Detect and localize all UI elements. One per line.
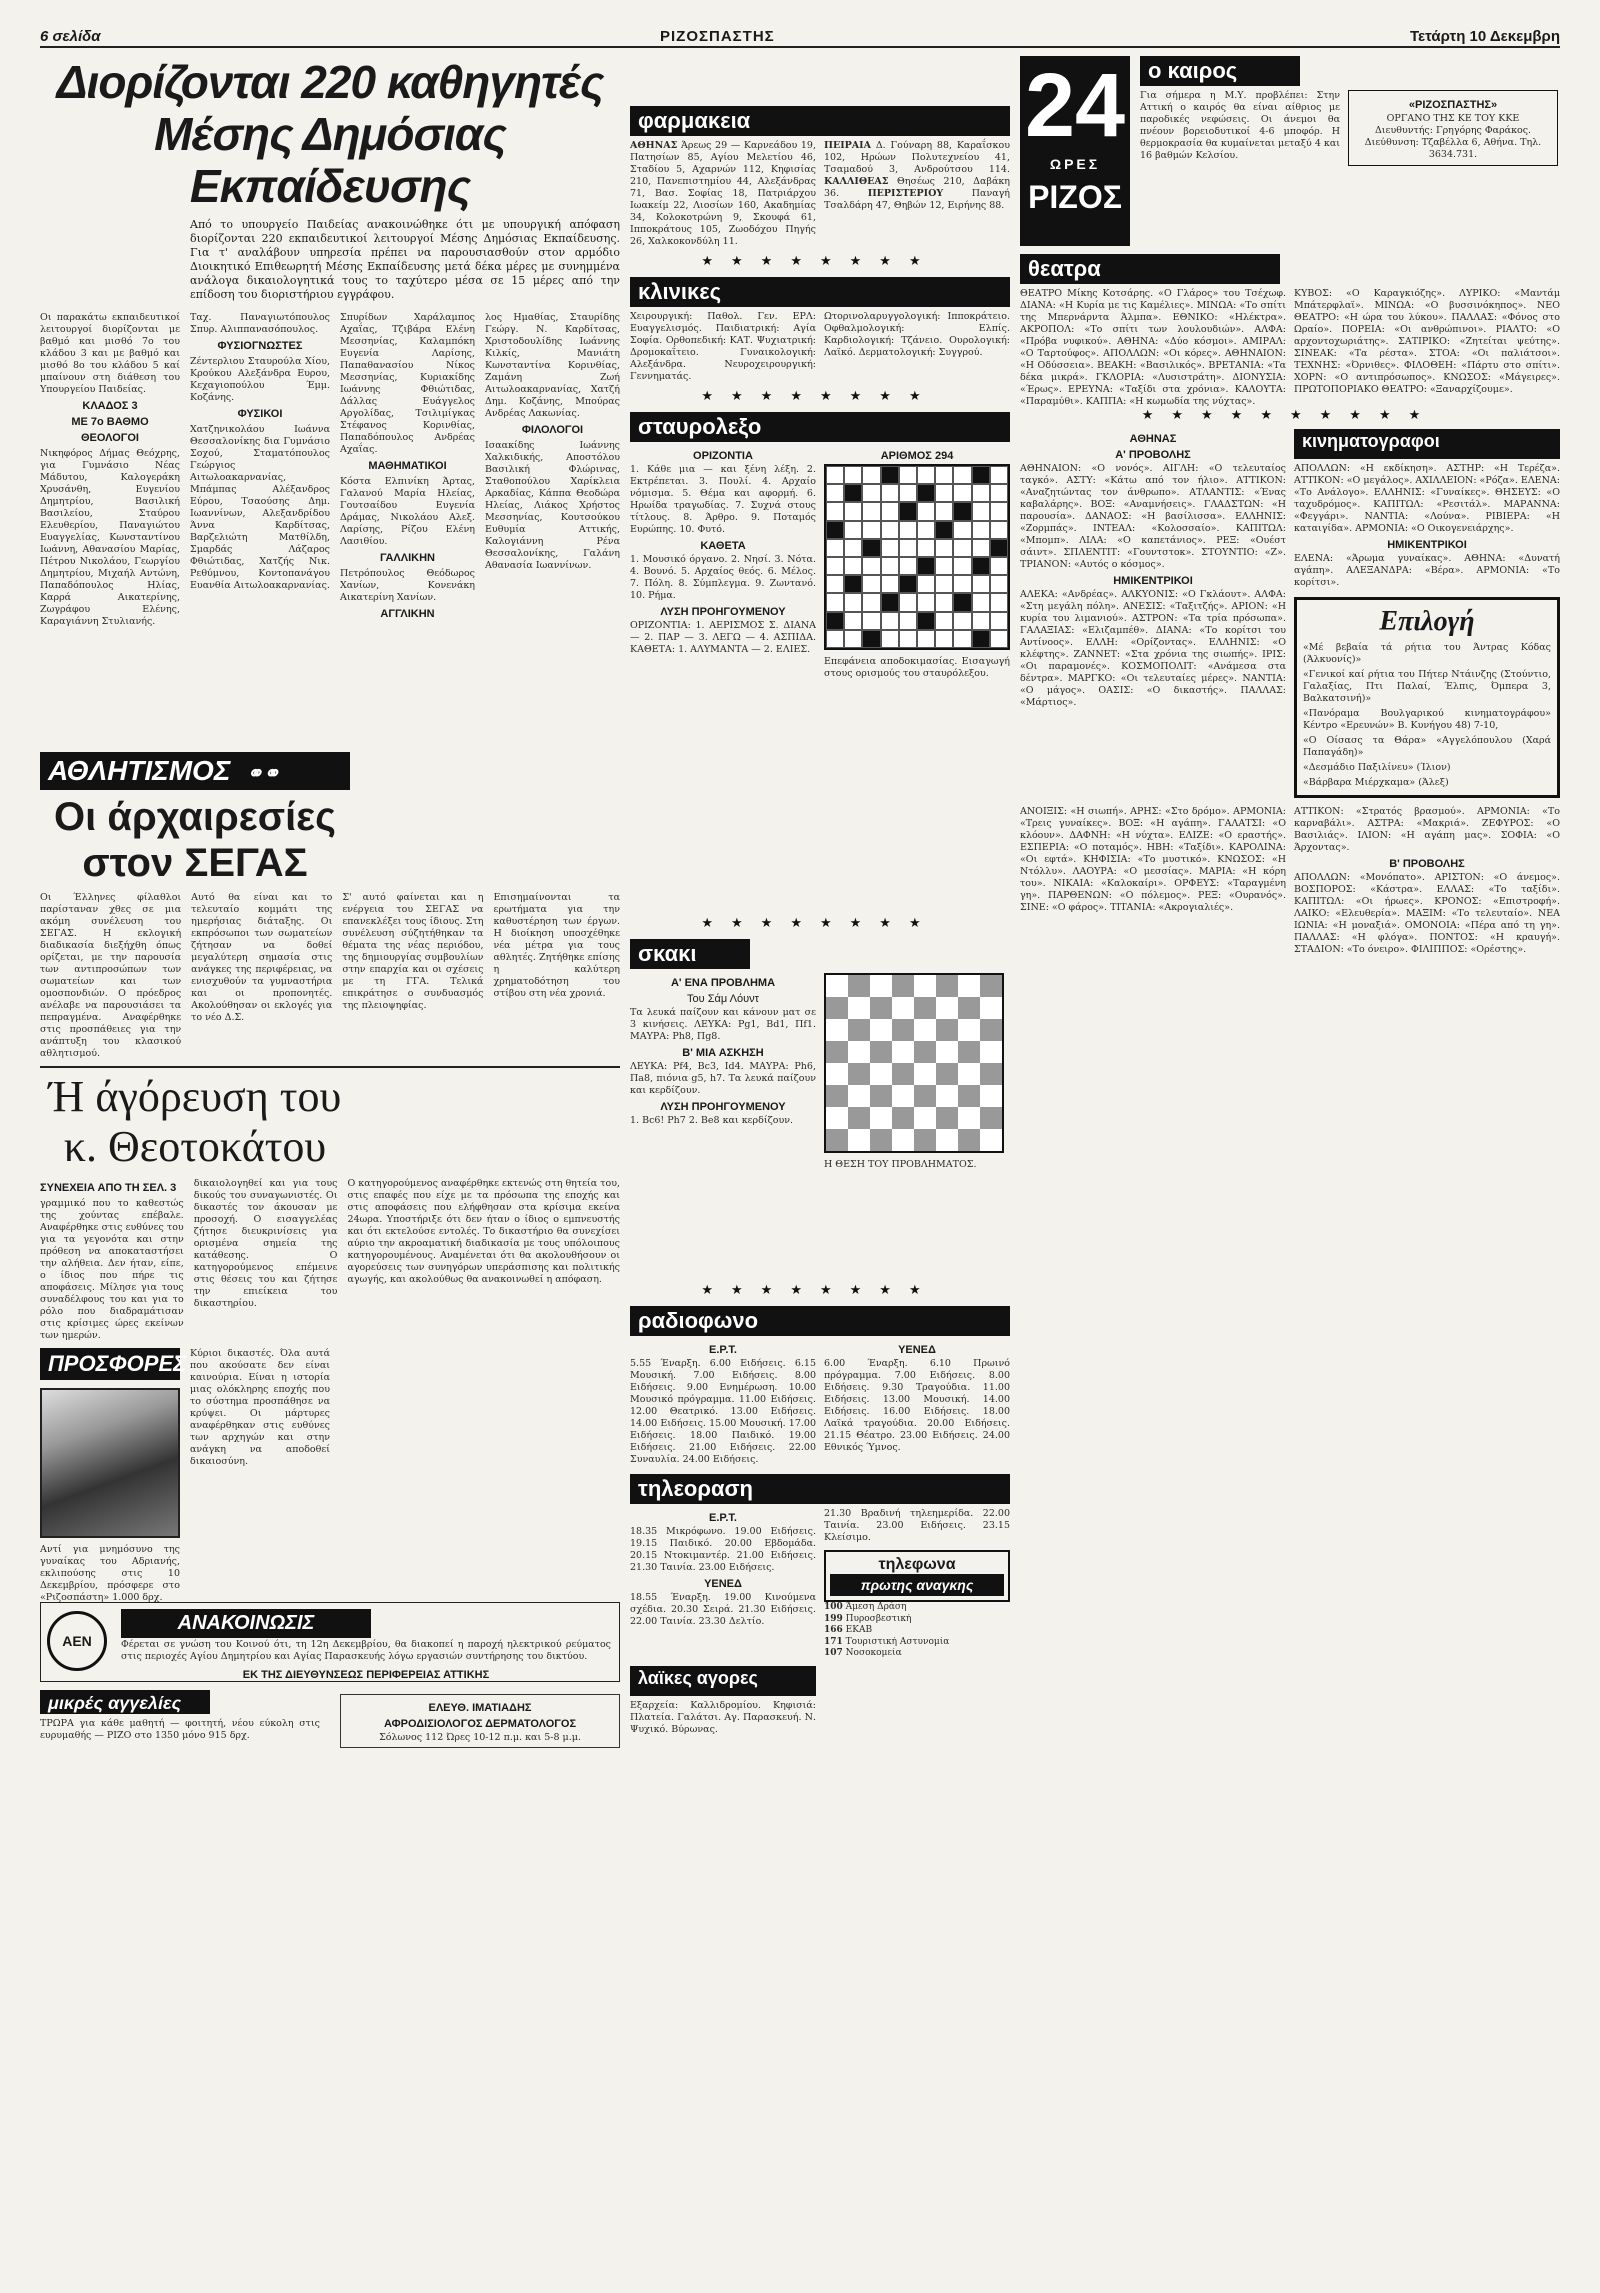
hours24-box: [1020, 56, 1130, 246]
paper-info-title: «ΡΙΖΟΣΠΑΣΤΗΣ»: [1408, 99, 1498, 111]
weather-text: Για σήμερα η Μ.Υ. προβλέπει: Στην Αττική ο καιρός θα είναι αίθριος με παροδικές νεφώσεις. Οι άνεμοι θα πνέουν βορειοδυτικοί 4-6 μποφόρ. Η θερμοκρασία θα κυμαίνεται μεταξύ 4 και 16 βαθμών Κελσίου.: [1140, 90, 1340, 161]
sports-section: ΑΘΛΗΤΙΣΜΟΣ ⚭⚭ Οι άρχαιρεσίες στον ΣΕΓΑΣ Οι Έλληνες φίλαθλοι παρίσταναν χθες σε μια ακόμη συνέλευση του ΣΕΓΑΣ. Η εκλογική διαδικασία διεξήχθη όπως ορίζεται, με την παρουσία των αντιπροσώπων των σωματείων και των ομοσπονδιών. Ο πρόεδρος ανέλαβε να παρουσιάσει τα πεπραγμένα. Αναφέρθηκε στις προσπάθειες για την ανάπτυξη του κλασικού αθλητισμού. Αυτό θα είναι και το τελευταίο κομμάτι της ημερήσιας διάταξης. Οι εκπρόσωποι των σωματείων ζήτησαν να δοθεί μεγαλύτερη σημασία στις ανάγκες της περιφέρειας, να ενισχυθούν τα γυμναστήρια και οι προπονητές. Ακολούθησαν οι εκλογές για το νέο Δ.Σ. Σ' αυτό φαίνεται και η ενέργεια του ΣΕΓΑΣ να επανεκλέξει τους ίδιους. Στη συνέλευση σύζητήθηκαν τα θέματα της νέας περιόδου, της δημιουργίας συμβουλίων στην επαρχία και οι σχέσεις με τη ΓΓΑ. Τελικά επικράτησε ο συνδυασμός της πλειοψηφίας. Επισημαίνονται τα ερωτήματα για την καθυστέρηση των έργων. Η διοίκηση υποσχέθηκε νέα μέτρα για τους αθλητές. Ζητήθηκε επίσης η καλύτερη χρηματοδότηση του στίβου στη νέα χρονιά.: [40, 752, 620, 1060]
lead-headline-line-1: Διορίζονται 220 καθηγητές: [56, 56, 604, 108]
weather-bar: ο καιρος: [1140, 56, 1300, 86]
sub-vathmos-7: ΜΕ 7ο ΒΑΘΜΟ: [71, 416, 149, 428]
chess-bar: σκακι: [630, 939, 750, 969]
radio-station-2: ΥΕΝΕΔ: [898, 1344, 936, 1356]
portrait-photo: [40, 1388, 180, 1538]
pharmacies-piraeus: ΠΕΙΡΑΙΑ: [824, 140, 871, 151]
column-left: [40, 56, 620, 1770]
divider-stars-3: ★★★★★★★★: [701, 916, 939, 931]
radio-station-1: Ε.Ρ.Τ.: [709, 1344, 737, 1356]
speech-section: Ή άγόρευση του κ. Θεοτοκάτου ΣΥΝΕΧΕΙΑ ΑΠΟ ΤΗ ΣΕΛ. 3 γραμμικό που το καθεστώς της χούντας επέβαλε. Αναφέρθηκε στις ευθύνες του για τα γεγονότα και στην πρόθεση να αποκαταστήσει την αλήθεια. Δεν ήταν, είπε, ο ίδιος που πήρε τις αποφάσεις. Μίλησε για τους συναδέλφους του και για το ρόλο που διαδραμάτισαν στις κρίσιμες ώρες εκείνων των ημερών. δικαιολογηθεί και για τους δικούς του συναγωνιστές. Οι δικαστές τον άκουσαν με προσοχή. Ο εισαγγελέας ζήτησε διευκρινίσεις για ορισμένα σημεία της κατάθεσης. Ο κατηγορούμενος επέμεινε στις θέσεις του και ζήτησε την επιείκεια του δικαστηρίου. Ο κατηγορούμενος αναφέρθηκε εκτενώς στη θητεία του, στις επαφές που είχε με τα πρόσωπα της εποχής και στις αποφάσεις που ελήφθησαν στα κρίσιμα εκείνα 24ωρα. Υποστήριξε ότι δεν ήταν ο ίδιος ο εμπνευστής και ότι εκτελούσε εντολές. Το δικαστήριο θα συνεχίσει αύριο την ακροαματική διαδικασία με τους υπόλοιπους κατηγορουμένους. Αναμένεται ότι θα ακολουθήσουν οι αγορεύσεις των συνηγόρων υπεράσπισης και πολιτικής αγωγής, και ακολούθως θα ανακοινωθεί η απόφαση.: [40, 1066, 620, 1342]
paper-name: ΡΙΖΟΣΠΑΣΤΗΣ: [660, 28, 775, 45]
second-run-cinemas: ΑΝΟΙΞΙΣ: «Η σιωπή». ΑΡΗΣ: «Στο δρόμο». ΑΡΜΟΝΙΑ: «Τρεις γυναίκες». ΒΟΞ: «Η αγάπη». ΓΑΛΑΤΣΙ: «Ο κλόουν». ΔΑΦΝΗ: «Η νύχτα». ΕΛΙΖΕ: «Ο εραστής». ΕΣΠΕΡΙΑ: «Ο ποταμός». ΗΒΗ: «Ταξίδι». ΚΑΡΟΛΙΝΑ: «Οι εφτά». ΚΗΦΙΣΙΑ: «Το μυστικό». ΚΝΩΣΟΣ: «Η Ντόλλυ». ΛΑΟΥΡΑ: «Ο μεσσίας». ΜΑΡΙΑ: «Η κόρη του». ΝΙΚΑΙΑ: «Καλοκαίρι». ΟΡΦΕΥΣ: «Ταραγμένη γη». ΠΑΡΘΕΝΩΝ: «Ο πόλεμος». ΡΕΞ: «Ουρανός». ΣΙΝΕ: «Ο φάρος». ΤΙΤΑΝΙΑ: «Ακρογιαλιές». ΑΤΤΙΚΟΝ: «Στρατός βρασμού». ΑΡΜΟΝΙΑ: «Το καρναβάλι». ΑΣΤΡΑ: «Μακριά». ΖΕΦΥΡΟΣ: «Ο Βασιλιάς». ΙΛΙΟΝ: «Η αγάπη μας». ΣΟΦΙΑ: «Ο Άρχοντας». Β' ΠΡΟΒΟΛΗΣ ΑΠΟΛΛΩΝ: «Μονόπατο». ΑΡΙΣΤΟΝ: «Ο άνεμος». ΒΟΣΠΟΡΟΣ: «Κάστρα». ΕΛΛΑΣ: «Το ταξίδι». ΚΑΠΙΤΩΛ: «Οι ήρωες». ΚΡΟΝΟΣ: «Επιστροφή». ΛΑΙΚΟ: «Ελευθερία». ΜΑΞΙΜ: «Το τελευταίο». ΝΕΑ ΙΩΝΙΑ: «Η μοναξιά». ΟΜΟΝΟΙΑ: «Πέρα από τη γη». ΠΑΛΛΑΣ: «Η φλόγα». ΠΟΝΤΟΣ: «Η κραυγή». ΣΤΑΔΙΟΝ: «Το όνειρο». ΦΙΛΙΠΠΟΣ: «Ορέστης».: [1020, 806, 1560, 955]
crossword-down-label: ΚΑΘΕΤΑ: [700, 540, 746, 552]
markets-bar: λαϊκες αγορες: [630, 1666, 816, 1696]
tributes-section: ΠΡΟΣΦΟΡΕΣ Αντί για μνημόσυνο της γυναίκας του Αδριανής, εκλιπούσης στις 10 Δεκεμβρίου, πρόσφερε στο «Ριζοσπάστη» 1.000 δρχ. Κύριοι δικαστές. Όλα αυτά που ακούσατε δεν είναι καινούρια. Είναι η ιστορία μιας ολόκληρης εποχής που το σύστημα προσπάθησε να κρύψει. Οι μάρτυρες αναφέρθηκαν στις ευθύνες των αρχηγών και στην ανάγκη να αποδοθεί δικαιοσύνη.: [40, 1348, 330, 1603]
athens-cinemas: ΑΘΗΝΑΣ Α' ΠΡΟΒΟΛΗΣ ΑΘΗΝΑΙΟΝ: «Ο νονός». ΑΙΓΛΗ: «Ο τελευταίος ταγκό». ΑΣΤΥ: «Κάτω από τον ήλιο». ΑΤΤΙΚΟΝ: «Αναζητώντας τον άνθρωπο». ΑΤΛΑΝΤΙΣ: «Ένας καβαλάρης». ΒΟΞ: «Αναμνήσεις». ΓΛΑΔΣΤΩΝ: «Η παρουσία». ΔΑΝΑΟΣ: «Η βασίλισσα». ΕΛΛΗΝΙΣ: «Ζορμπάς». ΙΝΤΕΑΛ: «Κολοσσαίο». ΚΑΠΙΤΩΛ: «Μπομπ». ΛΙΛΑ: «Ο καπετάνιος». ΡΕΞ: «Ουέστ σάιντ». ΣΠΛΕΝΤΙΤ: «Γουντστοκ». ΣΤΟΥΝΤΙΟ: «Ζ». ΤΡΙΑΝΟΝ: «Αυτός ο κόσμος». ΗΜΙΚΕΝΤΡΙΚΟΙ ΑΛΕΚΑ: «Ανδρέας». ΑΛΚΥΟΝΙΣ: «Ο Γκλάουτ». ΑΛΦΑ: «Στη μεγάλη πόλη». ΑΝΕΣΙΣ: «Ταξιτζής». ΑΡΙΟΝ: «Η κυρία του λιμανιού». ΑΣΤΡΟΝ: «Τα τρία πρόσωπα». ΓΑΛΑΞΙΑΣ: «Ελιζαμπέθ». ΔΙΑΝΑ: «Το κορίτσι του Αντίνοος». ΕΛΛΗ: «Ορίζοντας». ΕΛΛΗΝΙΣ: «Ο κλέφτης». ΖΑΝΝΕΤ: «Στα χρόνια της σιωπής». ΙΡΙΣ: «Οι παραμονές». ΚΟΣΜΟΠΟΛΙΤ: «Ανάμεσα στα δέντρα». ΜΑΡΓΚΟ: «Οι τελευταίες μέρες». ΝΑΝΤΙΑ: «Ο μάγος». ΟΑΣΙΣ: «Ο δικαστής». ΠΑΛΛΑΣ: «Μάρτιος». κινηματογραφοι ΑΠΟΛΛΩΝ: «Η εκδίκηση». ΑΣΤΗΡ: «Η Τερέζα». ΑΤΤΙΚΟΝ: «Ο μεγάλος». ΑΧΙΛΛΕΙΟΝ: «Ρόζα». ΕΛΕΝΑ: «Το Ανάλογο». ΕΛΛΗΝΙΣ: «Γυναίκες». ΘΗΣΕΥΣ: «Ο ταχυδρόμος». ΚΑΠΙΤΩΛ: «Ρεσιτάλ». ΜΑΡΑΝΝΑ: «Φεγγάρι». ΝΑΝΤΙΑ: «Λούνα». ΡΙΒΙΕΡΑ: «Η καταιγίδα». ΑΡΜΟΝΙΑ: «Ο Οικογενειάρχης». ΗΜΙΚΕΝΤΡΙΚΟΙ ΕΛΕΝΑ: «Άρωμα γυναίκας». ΑΘΗΝΑ: «Δυνατή αγάπη». ΑΛΕΞΑΝΔΡΑ: «Βέρα». ΑΡΜΟΝΙΑ: «Το κορίτσι». Επιλογή «Μέ βεβαία τά ρήτια του Άντρας Κόδας (Άλκυονίς)» «Γενικοί καί ρήτια του Πήτερ Ντάινζης (Στούντιο, Γαλαξίας, Πτι Παλαί, Έλπις, Όμπερα 3, Βαλκατσινή)» «Πανόραμα Βουλγαρικού κινηματογράφου» Κέντρο «Ερευνών» Β. Κυνήγου 48) 7-10, «Ο Οίσασς τα Θάρα» «Αγγελόπουλου (Χαρά Παπαγάδη)» «Δεσμάδιο Παξιλίνευ» (Ίλιον) «Βάρβαρα Μιέρχκαμα» (Άλεξ): [1020, 429, 1560, 798]
pharmacies-kallithea: ΚΑΛΛΙΘΕΑΣ: [824, 176, 889, 187]
lead-headline-line-2: Μέσης Δημόσιας Εκπαίδευσης: [154, 108, 506, 212]
cinemas-center: ΗΜΙΚΕΝΤΡΙΚΟΙ: [1113, 575, 1193, 587]
chess-author: Του Σάμ Λόυντ: [687, 993, 759, 1005]
pick-item-2: «Γενικοί καί ρήτια του Πήτερ Ντάινζης (Στούντιο, Γαλαξίας, Πτι Παλαί, Έλπις, Όμπερα 3, Βαλκατσινή)»: [1303, 669, 1551, 704]
speech-title-line-2: κ. Θεοτοκάτου: [63, 1122, 327, 1171]
cinema-bar: κινηματογραφοι: [1294, 429, 1560, 459]
crossword-across-label: ΟΡΙΖΟΝΤΙΑ: [693, 450, 753, 462]
column-right: [1020, 56, 1560, 956]
tv-bar: τηλεοραση: [630, 1474, 1010, 1504]
sports-title-line-1: Οι άρχαιρεσίες: [54, 795, 336, 839]
divider-stars-2: ★★★★★★★★: [701, 389, 939, 404]
sub-kladou-3: ΚΛΑΔΟΣ 3: [82, 400, 138, 412]
emergency-title-1: τηλεφωνα: [878, 1556, 956, 1573]
clinics-bar: κλινικες: [630, 277, 1010, 307]
doctor-ad-name: ΕΛΕΥΘ. ΙΜΑΤΙΑΔΗΣ: [428, 1702, 532, 1714]
pick-item-5: «Δεσμάδιο Παξιλίνευ» (Ίλιον): [1303, 762, 1451, 773]
announcements-footer: ΕΚ ΤΗΣ ΔΙΕΥΘΥΝΣΕΩΣ ΠΕΡΙΦΕΡΕΙΑΣ ΑΤΤΙΚΗΣ: [242, 1669, 490, 1681]
divider-stars-4: ★★★★★★★★: [701, 1283, 939, 1298]
crossword-grid[interactable]: [824, 464, 1010, 650]
paper-info-sub: ΟΡΓΑΝΟ ΤΗΣ ΚΕ ΤΟΥ ΚΚΕ: [1386, 113, 1520, 124]
paper-info-box: «ΡΙΖΟΣΠΑΣΤΗΣ» ΟΡΓΑΝΟ ΤΗΣ ΚΕ ΤΟΥ ΚΚΕ Διευθυντής: Γρηγόρης Φαράκος. Διεύθυνση: Τζαβέλλα 6, Αθήνα. Τηλ. 3634.731.: [1348, 90, 1558, 166]
top-right-block: [1020, 56, 1560, 246]
picks-title: Επιλογή: [1379, 606, 1475, 637]
sub-mathimatikoi: ΜΑΘΗΜΑΤΙΚΟΙ: [368, 460, 447, 472]
column-middle: φαρμακεια ΑΘΗΝΑΣ Άρεως 29 — Καρνεάδου 19, Πατησίων 85, Αγίου Μελετίου 46, Σταδίου 5, Αχαρνών 112, Κηφισίας 210, Πανεπιστημίου 44, Αλεξάνδρας 71, Βασ. Σοφίας 18, Πατριάρχου Ιωακείμ 22, Λιοσίων 160, Ακαδημίας 34, Κολοκοτρώνη 9, Σκουφά 61, Ιπποκράτους 105, Ζωοδόχου Πηγής 26, Χαλκοκονδύλη 11. ΠΕΙΡΑΙΑ Δ. Γούναρη 88, Καραΐσκου 102, Ηρώων Πολυτεχνείου 41, Τσαμαδού 3, Ανδρούτσου 114. ΚΑΛΛΙΘΕΑΣ Θησέως 210, Δαβάκη 36. ΠΕΡΙΣΤΕΡΙΟΥ Παναγή Τσαλδάρη 47, Θηβών 12, Ειρήνης 88. ★★★★★★★★ κλινικες Χειρουργική: Παθολ. Γεν. ΕΡΛ: Ευαγγελισμός. Παιδιατρική: Αγία Σοφία. Ορθοπεδική: ΚΑΤ. Ψυχιατρική: Δρομοκαΐτειο. Γυναικολογική: Αλεξάνδρα. Νευροχειρουργική: Γεννηματάς. Ωτορινολαρυγγολογική: Ιπποκράτειο. Οφθαλμολογική: Ελπίς. Καρδιολογική: Τζάνειο. Ουρολογική: Λαϊκό. Δερματολογική: Συγγρού. ★★★★★★★★ σταυρολεξο ΟΡΙΖΟΝΤΙΑ 1. Κάθε μια — και ξένη λέξη. 2. Εκτρέπεται. 3. Πουλί. 4. Αρχαίο νόμισμα. 5. Θέμα και αφορμή. 6. Ηρωίδα τραγωδίας. 7. Συχνά στους τίτλους. 8. Άρθρο. 9. Ποταμός Ευρώπης. 10. Φυτό. ΚΑΘΕΤΑ 1. Μουσικό όργανο. 2. Νησί. 3. Νότα. 4. Βουνό. 5. Αρχαίος θεός. 6. Μέλος. 7. Πόλη. 8. Σύμπλεγμα. 9. Ζωντανό. 10. Ρήμα. ΛΥΣΗ ΠΡΟΗΓΟΥΜΕΝΟΥ ΟΡΙΖΟΝΤΙΑ: 1. ΑΕΡΙΣΜΟΣ Σ. ΔΙΑΝΑ — 2. ΠΑΡ — 3. ΛΕΓΩ — 4. ΑΣΠΙΔΑ. ΚΑΘΕΤΑ: 1. ΑΛΥΜΑΝΤΑ — 2. ΕΛΙΕΣ. ΑΡΙΘΜΟΣ 294 Επεφάνεια αποδοκιμασίας. Εισαγωγή στους ορισμούς του σταυρόλεξου. ★★★★★★★★ σκακι Α' ΕΝΑ ΠΡΟΒΛΗΜΑ Του Σάμ Λόυντ Τα λευκά παίζουν και κάνουν ματ σε 3 κινήσεις. ΛΕΥΚΑ: Ρg1, Βd1, Πf1. ΜΑΥΡΑ: Ρh8, Πg8. Β' ΜΙΑ ΑΣΚΗΣΗ ΛΕΥΚΑ: Ρf4, Βc3, Ιd4. ΜΑΥΡΑ: Ρh6, Πa8, πιόνια g5, h7. Τα λευκά παίζουν και κερδίζουν. ΛΥΣΗ ΠΡΟΗΓΟΥΜΕΝΟΥ 1. Βc6! Ρh7 2. Βe8 και κερδίζουν. Η ΘΕΣΗ ΤΟΥ ΠΡΟΒΛΗΜΑΤΟΣ. ★★★★★★★★ ραδιοφωνο Ε.Ρ.Τ. 5.55 Έναρξη. 6.00 Ειδήσεις. 6.15 Μουσική. 7.00 Ειδήσεις. 8.00 Ειδήσεις. 9.00 Ενημέρωση. 10.00 Μουσικό πρόγραμμα. 11.00 Ειδήσεις. 12.00 Θεατρικό. 13.00 Ειδήσεις. 14.00 Ειδήσεις. 15.00 Μουσική. 17.00 Ειδήσεις. 18.00 Παιδικό. 19.00 Ειδήσεις. 21.00 Ειδήσεις. 22.00 Συναυλία. 24.00 Ειδήσεις. ΥΕΝΕΔ 6.00 Έναρξη. 6.10 Πρωινό πρόγραμμα. 7.00 Ειδήσεις. 8.00 Ειδήσεις. 9.30 Τραγούδια. 11.00 Ειδήσεις. 13.00 Μουσική. 14.00 Ειδήσεις. 16.00 Ειδήσεις. 18.00 Λαϊκά τραγούδια. 20.00 Ειδήσεις. 21.15 Θέατρο. 23.00 Ειδήσεις. 24.00 Εθνικός Ύμνος. τηλεοραση Ε.Ρ.Τ. 18.35 Μικρόφωνο. 19.00 Ειδήσεις. 19.15 Παιδικό. 20.00 Εβδομάδα. 20.15 Ντοκιμαντέρ. 21.00 Ειδήσεις. 21.30 Ταινία. 23.00 Ειδήσεις. ΥΕΝΕΔ 18.55 Έναρξη. 19.00 Κινούμενα σχέδια. 20.30 Σειρά. 21.30 Ειδήσεις. 22.00 Ταινία. 23.30 Δελτίο. 21.30 Βραδινή τηλεημερίδα. 22.00 Ταινία. 23.00 Ειδήσεις. 23.15 Κλείσιμο. τηλεφωνα πρωτης αναγκης 100 Άμεση Δράση 199 Πυροσβεστική 166 ΕΚΑΒ 171 Τουριστική Αστυνομία 107 Νοσοκομεία λαϊκες αγορες Εξαρχεία: Καλλιδρομίου. Κηφισιά: Πλατεία. Γαλάτσι. Αγ. Παρασκευή. Ν. Ψυχικό. Βύρωνας.: [630, 108, 1010, 1735]
issue-date: Τετάρτη 10 Δεκεμβρη: [1409, 28, 1560, 45]
picks-box: [1294, 597, 1560, 798]
pharmacies-peristeri: ΠΕΡΙΣΤΕΡΙΟΥ: [867, 188, 944, 199]
cinemas-second-run: Β' ΠΡΟΒΟΛΗΣ: [1389, 858, 1465, 870]
weather-section: [1140, 56, 1560, 166]
masthead: [40, 28, 1560, 48]
announcements-title: ΑΝΑΚΟΙΝΩΣΙΣ: [121, 1609, 371, 1638]
theatres-bar: θεατρα: [1020, 254, 1280, 284]
crossword-solution-label: ΛΥΣΗ ΠΡΟΗΓΟΥΜΕΝΟΥ: [660, 606, 786, 618]
sports-bar-label: ΑΘΛΗΤΙΣΜΟΣ: [48, 755, 231, 786]
lead-body: Οι παρακάτω εκπαιδευτικοί λειτουργοί διορίζονται με βαθμό και μισθό 7ο του κλάδου 3 και με βαθμό και μισθό 8ο του κλάδου 5 καί μπαίνουν στη διάθεση του Υπουργείου Παιδείας. ΚΛΑΔΟΣ 3 ΜΕ 7ο ΒΑΘΜΟ ΘΕΟΛΟΓΟΙ Νικηφόρος Δήμας Θεόχρης, για Γυμνάσιο Νέας Μάδυτου, Καλογεράκη Χρυσάνθη, Ευγενίου Δημητρίου, Βασιλική Βασιλείου, Σταύρου Ελευθερίου, Παναγιώτου Ευαγγελίας, Κωνσταντίνου Ιωάννη, Αθανασίου Μαρίας, Πέτρου Νικολάου, Γεωργίου Δημητρίου, Μιχαήλ Αντώνη, Παπαδόπουλος Ηλίας, Καρρά Αικατερίνης, Ζωγράφου Ελένης, Καραγιάννη Στυλιανής. Ταχ. Παναγιωτόπουλος Σπυρ. Αλιππανασόπουλος. ΦΥΣΙΟΓΝΩΣΤΕΣ Ζέντερλιου Σταυρούλα Χίου, Κρούκου Αλεξάνδρα Ευρου, Κεχαγιοπούλου Έμμ. Κοζάνης. ΦΥΣΙΚΟΙ Χατζηνικολάου Ιωάννα Θεσσαλονίκης δια Γυμνάσιο Σοχού, Σταματόπουλος Γεώργιος Αιτωλοακαρνανίας, Μπάμπας Αλέξανδρος Εύρου, Τσαούσης Δημ. Ιωαννίνων, Αλεξανδρίδου Άννα Καρδίτσας, Βαρζελιώτη Ματθίλδη, Σμαρδάς Λάζαρος Φθιώτιδας, Χατζής Νικ. Ρεθύμνου, Κοντοπανάγου Ευανθία Αιτωλοακαρνανίας. Σπυρίδων Χαράλαμπος Αχαΐας, Τζιβάρα Ελένη Μεσσηνίας, Καλαμπόκη Ευγενία Λαρίσης, Παπαθανασίου Νίκος Μεσσηνίας, Κυριακίδης Ιωάννης Φθιώτιδας, Δάλλας Ευάγγελος Αργολίδας, Τσιλιμίγκας Στέφανος Κορινθίας, Παπαδόπουλος Ανδρέας Αχαΐας. ΜΑΘΗΜΑΤΙΚΟΙ Κόστα Ελπινίκη Άρτας, Γαλανού Μαρία Ηλείας, Γουτσαίδου Ευγενία Δράμας, Νικολάου Αλεξ. Λαρίσης, Ρίζου Ελένη Λασιθίου. ΓΑΛΛΙΚΗΝ Πετρόπουλος Θεόδωρος Χανίων, Κονενάκη Αικατερίνη Χανίων. ΑΓΓΛΙΚΗΝ λος Ημαθίας, Σταυρίδης Γεώργ. Ν. Καρδίτσας, Χριστοδουλίδης Ιωάννης Κιλκίς, Μανιάτη Κωνσταντίνα Κορινθίας, Ζαμάνη Ζωή Αιτωλοακαρνανίας, Χατζή Δημ. Κοζάνης, Μπούρας Ανδρέας Λακωνίας. ΦΙΛΟΛΟΓΟΙ Ισαακίδης Ιωάννης Χαλκιδικής, Αποστόλου Βασιλική Φλώρινας, Σταθοπούλου Χαρίκλεια Αρκαδίας, Κάππα Θεοδώρα Ηλείας, Λιάκος Χρήστος Μεσσηνίας, Κουτσούκου Ευθυμία Αττικής, Καλογιάννη Ρένα Θεσσαλονίκης, Γαλάνη Αθανασία Ιωαννίνων.: [40, 312, 620, 627]
doctor-ad-specialty: ΑΦΡΟΔΙΣΙΟΛΟΓΟΣ ΔΕΡΜΑΤΟΛΟΓΟΣ: [383, 1718, 577, 1730]
pharmacies-athens: ΑΘΗΝΑΣ: [630, 140, 678, 151]
classifieds-bar: μικρές αγγελίες: [40, 1690, 210, 1714]
tributes-bar: ΠΡΟΣΦΟΡΕΣ: [40, 1348, 180, 1380]
aen-logo: ΑΕΝ: [47, 1611, 107, 1671]
announcements-box: ΑΕΝ ΑΝΑΚΟΙΝΩΣΙΣ Φέρεται σε γνώση του Κοινού ότι, τη 12η Δεκεμβρίου, θα διακοπεί η παροχή ηλεκτρικού ρεύματος στις περιοχές Αγίου Δημητρίου και Αγίας Παρασκευής λόγω εργασιών συντήρησης του δικτύου. ΕΚ ΤΗΣ ΔΙΕΥΘΥΝΣΕΩΣ ΠΕΡΙΦΕΡΕΙΑΣ ΑΤΤΙΚΗΣ: [40, 1602, 620, 1682]
page-number: 6 σελίδα: [40, 28, 101, 45]
chess-problem-label: Α' ΕΝΑ ΠΡΟΒΛΗΜΑ: [670, 977, 776, 989]
sub-filologoi: ΦΙΛΟΛΟΓΟΙ: [521, 424, 584, 436]
sports-bar: [40, 752, 350, 790]
sports-title-line-2: στον ΣΕΓΑΣ: [82, 841, 308, 885]
doctor-ad: ΕΛΕΥΘ. ΙΜΑΤΙΑΔΗΣ ΑΦΡΟΔΙΣΙΟΛΟΓΟΣ ΔΕΡΜΑΤΟΛΟΓΟΣ Σόλωνος 112 Ώρες 10-12 π.μ. και 5-8 μ.μ.: [340, 1694, 620, 1748]
chessboard[interactable]: [824, 973, 1004, 1153]
classifieds-section: [40, 1690, 620, 1770]
sub-galliki: ΓΑΛΛΙΚΗΝ: [380, 552, 435, 564]
crossword-number: ΑΡΙΘΜΟΣ 294: [880, 450, 954, 462]
crossword-section: ΟΡΙΖΟΝΤΙΑ 1. Κάθε μια — και ξένη λέξη. 2. Εκτρέπεται. 3. Πουλί. 4. Αρχαίο νόμισμα. 5. Θέμα και αφορμή. 6. Ηρωίδα τραγωδίας. 7. Συχνά στους τίτλους. 8. Άρθρο. 9. Ποταμός Ευρώπης. 10. Φυτό. ΚΑΘΕΤΑ 1. Μουσικό όργανο. 2. Νησί. 3. Νότα. 4. Βουνό. 5. Αρχαίος θεός. 6. Μέλος. 7. Πόλη. 8. Σύμπλεγμα. 9. Ζωντανό. 10. Ρήμα. ΛΥΣΗ ΠΡΟΗΓΟΥΜΕΝΟΥ ΟΡΙΖΟΝΤΙΑ: 1. ΑΕΡΙΣΜΟΣ Σ. ΔΙΑΝΑ — 2. ΠΑΡ — 3. ΛΕΓΩ — 4. ΑΣΠΙΔΑ. ΚΑΘΕΤΑ: 1. ΑΛΥΜΑΝΤΑ — 2. ΕΛΙΕΣ. ΑΡΙΘΜΟΣ 294 Επεφάνεια αποδοκιμασίας. Εισαγωγή στους ορισμούς του σταυρόλεξου.: [630, 450, 1010, 680]
chess-section: Α' ΕΝΑ ΠΡΟΒΛΗΜΑ Του Σάμ Λόυντ Τα λευκά παίζουν και κάνουν ματ σε 3 κινήσεις. ΛΕΥΚΑ: Ρg1, Βd1, Πf1. ΜΑΥΡΑ: Ρh8, Πg8. Β' ΜΙΑ ΑΣΚΗΣΗ ΛΕΥΚΑ: Ρf4, Βc3, Ιd4. ΜΑΥΡΑ: Ρh6, Πa8, πιόνια g5, h7. Τα λευκά παίζουν και κερδίζουν. ΛΥΣΗ ΠΡΟΗΓΟΥΜΕΝΟΥ 1. Βc6! Ρh7 2. Βe8 και κερδίζουν. Η ΘΕΣΗ ΤΟΥ ΠΡΟΒΛΗΜΑΤΟΣ.: [630, 973, 1010, 1283]
chess-exercise-label: Β' ΜΙΑ ΑΣΚΗΣΗ: [682, 1047, 764, 1059]
chess-solution-label: ΛΥΣΗ ΠΡΟΗΓΟΥΜΕΝΟΥ: [660, 1101, 786, 1113]
hours24-number: 24: [1024, 56, 1126, 156]
sub-angliki: ΑΓΓΛΙΚΗΝ: [380, 608, 435, 620]
speech-continuation: ΣΥΝΕΧΕΙΑ ΑΠΟ ΤΗ ΣΕΛ. 3: [40, 1182, 177, 1194]
divider-stars-5: ★★★★★★★★★★: [1141, 408, 1439, 423]
olympic-rings-icon: ⚭⚭: [246, 763, 280, 785]
sub-theologoi: ΘΕΟΛΟΓΟΙ: [81, 432, 139, 444]
clinics-list: Χειρουργική: Παθολ. Γεν. ΕΡΛ: Ευαγγελισμός. Παιδιατρική: Αγία Σοφία. Ορθοπεδική: ΚΑΤ. Ψυχιατρική: Δρομοκαΐτειο. Γυναικολογική: Αλεξάνδρα. Νευροχειρουργική: Γεννηματάς. Ωτορινολαρυγγολογική: Ιπποκράτειο. Οφθαλμολογική: Ελπίς. Καρδιολογική: Τζάνειο. Ουρολογική: Λαϊκό. Δερματολογική: Συγγρού.: [630, 311, 1010, 382]
emergency-box: [824, 1550, 1010, 1602]
emergency-title-2: πρωτης αναγκης: [830, 1574, 1004, 1596]
cinemas-center-2: ΗΜΙΚΕΝΤΡΙΚΟΙ: [1387, 539, 1467, 551]
pick-item-6: «Βάρβαρα Μιέρχκαμα» (Άλεξ): [1303, 777, 1449, 788]
pick-item-1: «Μέ βεβαία τά ρήτια του Άντρας Κόδας (Άλκυονίς)»: [1303, 642, 1551, 665]
hours24-label-1: ΩΡΕΣ: [1049, 156, 1101, 172]
tv-station-2: ΥΕΝΕΔ: [704, 1578, 742, 1590]
pharmacies-bar: φαρμακεια: [630, 106, 1010, 136]
sub-fysikoi: ΦΥΣΙΚΟΙ: [237, 408, 283, 420]
divider-stars: ★★★★★★★★: [701, 254, 939, 269]
pick-item-4: «Ο Οίσασς τα Θάρα» «Αγγελόπουλου (Χαρά Παπαγάδη)»: [1303, 735, 1551, 758]
classifieds-text: ΤΡΩΡΑ για κάθε μαθητή — φοιτητή, νέου εύκολη στις ευρυμαθής — ΡΙΖΟ στο 1350 μόνο 915 δρχ.: [40, 1718, 320, 1741]
speech-title-line-1: Ή άγόρευση του: [48, 1072, 342, 1121]
lead-lede: Από το υπουργείο Παιδείας ανακοινώθηκε ότι με υπουργική απόφαση διορίζονται 220 εκπαιδευτικοί λειτουργοί Μέσης Δημόσιας Εκπαίδευσης. Για τ' αναλάβουν υπηρεσία πρέπει να παρουσιασθούν στον αρμόδιο Διοικητικό Επιθεωρητή Μέσης Εκπαίδευσης μετά δέκα μέρες με συνημμένα ανάλογα δικαιολογητικά τους το ταχύτερο μέσα σε 15 μέρες από την επίδοση του διοριστήριου εγγράφου.: [190, 218, 620, 301]
tv-list: Ε.Ρ.Τ. 18.35 Μικρόφωνο. 19.00 Ειδήσεις. 19.15 Παιδικό. 20.00 Εβδομάδα. 20.15 Ντοκιμαντέρ. 21.00 Ειδήσεις. 21.30 Ταινία. 23.00 Ειδήσεις. ΥΕΝΕΔ 18.55 Έναρξη. 19.00 Κινούμενα σχέδια. 20.30 Σειρά. 21.30 Ειδήσεις. 22.00 Ταινία. 23.30 Δελτίο. 21.30 Βραδινή τηλεημερίδα. 22.00 Ταινία. 23.00 Ειδήσεις. 23.15 Κλείσιμο. τηλεφωνα πρωτης αναγκης 100 Άμεση Δράση 199 Πυροσβεστική 166 ΕΚΑΒ 171 Τουριστική Αστυνομία 107 Νοσοκομεία: [630, 1508, 1010, 1658]
radio-list: Ε.Ρ.Τ. 5.55 Έναρξη. 6.00 Ειδήσεις. 6.15 Μουσική. 7.00 Ειδήσεις. 8.00 Ειδήσεις. 9.00 Ενημέρωση. 10.00 Μουσικό πρόγραμμα. 11.00 Ειδήσεις. 12.00 Θεατρικό. 13.00 Ειδήσεις. 14.00 Ειδήσεις. 15.00 Μουσική. 17.00 Ειδήσεις. 18.00 Παιδικό. 19.00 Ειδήσεις. 21.00 Ειδήσεις. 22.00 Συναυλία. 24.00 Ειδήσεις. ΥΕΝΕΔ 6.00 Έναρξη. 6.10 Πρωινό πρόγραμμα. 7.00 Ειδήσεις. 8.00 Ειδήσεις. 9.30 Τραγούδια. 11.00 Ειδήσεις. 13.00 Μουσική. 14.00 Ειδήσεις. 16.00 Ειδήσεις. 18.00 Λαϊκά τραγούδια. 20.00 Ειδήσεις. 21.15 Θέατρο. 23.00 Ειδήσεις. 24.00 Εθνικός Ύμνος.: [630, 1344, 1010, 1465]
pick-item-3: «Πανόραμα Βουλγαρικού κινηματογράφου» Κέντρο «Ερευνών» Β. Κυνήγου 48) 7-10,: [1303, 708, 1551, 731]
sub-fysiognostes: ΦΥΣΙΟΓΝΩΣΤΕΣ: [217, 340, 303, 352]
tv-station-1: Ε.Ρ.Τ.: [709, 1512, 737, 1524]
theatres-list: ΘΕΑΤΡΟ Μίκης Κοτσάρης. «Ο Γλάρος» του Τσέχωφ. ΔΙΑΝΑ: «Η Κυρία με τις Καμέλιες». ΜΙΝΩΑ: «Το σπίτι της Μπερνάρντα Άλμπα». ΕΘΝΙΚΟ: «Ηλέκτρα». ΑΚΡΟΠΟΛ: «Το σπίτι των λουλουδιών». ΑΛΦΑ: «Πρόβα νυφικού». ΑΘΗΝΑ: «Δύο κόσμοι». ΑΜΙΡΑΛ: «Ο Ταρτούφος». ΑΠΟΛΛΩΝ: «Οι κόρες». ΑΘΗΝΑΙΟΝ: «Η Οδύσσεια». ΒΕΑΚΗ: «Βασιλικός». ΒΡΕΤΑΝΙΑ: «Τα δέκα μικρά». ΓΚΛΟΡΙΑ: «Λυσιστράτη». ΔΙΟΝΥΣΙΑ: «Έρως». ΕΡΕΥΝΑ: «Ταξίδι στα χρόνια». ΚΑΛΟΥΤΑ: «Παραμύθι». ΚΑΠΠΑ: «Η κωμωδία της νύχτας». ΚΥΒΟΣ: «Ο Καραγκιόζης». ΛΥΡΙΚΟ: «Μαντάμ Μπάτερφλαϊ». ΜΙΝΩΑ: «Ο βυσσινόκηπος». ΝΕΟ ΘΕΑΤΡΟ: «Η ώρα του λύκου». ΠΑΛΛΑΣ: «Φόνος στο Ωραίο». ΠΟΡΕΙΑ: «Οι ανθρώπινοι». ΡΙΑΛΤΟ: «Ο αρχοντοχωριάτης». ΣΑΤΙΡΙΚΟ: «Ζητείται ψεύτης». ΣΙΝΕΑΚ: «Τα ρέστα». ΣΤΟΑ: «Οι παλιάτσοι». ΤΕΧΝΗΣ: «Όρνιθες». ΦΙΛΟΘΕΗ: «Πάρτυ στο σπίτι». ΧΟΡΝ: «Ο αντιπρόσωπος». ΚΝΩΣΟΣ: «Μάγειρες». ΠΡΩΤΟΠΟΡΙΑΚΟ ΘΕΑΤΡΟ: «Ξαναρχίζουμε».: [1020, 288, 1560, 407]
hours24-label-2: ΡΙΖΟΣ: [1028, 179, 1122, 215]
crossword-bar: σταυρολεξο: [630, 412, 1010, 442]
cinemas-first-run: Α' ΠΡΟΒΟΛΗΣ: [1115, 449, 1191, 461]
cinemas-athens: ΑΘΗΝΑΣ: [1129, 433, 1177, 445]
radio-bar: ραδιοφωνο: [630, 1306, 1010, 1336]
pharmacies-list: ΑΘΗΝΑΣ Άρεως 29 — Καρνεάδου 19, Πατησίων 85, Αγίου Μελετίου 46, Σταδίου 5, Αχαρνών 112, Κηφισίας 210, Πανεπιστημίου 44, Αλεξάνδρας 71, Βασ. Σοφίας 18, Πατριάρχου Ιωακείμ 22, Λιοσίων 160, Ακαδημίας 34, Κολοκοτρώνη 9, Σκουφά 61, Ιπποκράτους 105, Ζωοδόχου Πηγής 26, Χαλκοκονδύλη 11. ΠΕΙΡΑΙΑ Δ. Γούναρη 88, Καραΐσκου 102, Ηρώων Πολυτεχνείου 41, Τσαμαδού 3, Ανδρούτσου 114. ΚΑΛΛΙΘΕΑΣ Θησέως 210, Δαβάκη 36. ΠΕΡΙΣΤΕΡΙΟΥ Παναγή Τσαλδάρη 47, Θηβών 12, Ειρήνης 88.: [630, 140, 1010, 247]
